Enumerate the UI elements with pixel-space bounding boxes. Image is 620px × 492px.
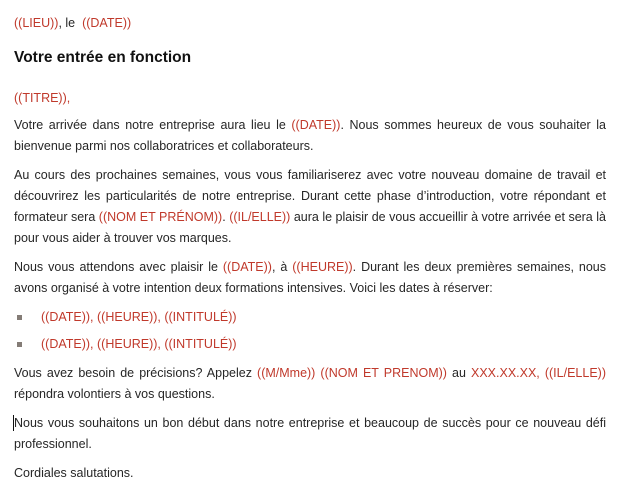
square-bullet-icon [17,315,22,320]
paragraph-schedule-text: . Durant les deux premières semaines, nous avons organisé à votre intention deux formations intensives. Voici les dates à réserver: [14,260,606,295]
closing-salutation: Cordiales salutations. [14,466,134,480]
training-dates-list [14,307,606,355]
placeholder-heure: ((HEURE)) [292,260,353,274]
placeholder-lieu: ((LIEU)) [14,16,59,30]
list-item [14,307,606,328]
placeholder-date: ((DATE)) [222,260,272,274]
paragraph-introduction-text: aura le plaisir de vous accueillir à votre arrivée et sera là pour vous aider à trouver vos marques. [14,210,606,245]
list-item [14,334,606,355]
placeholder-m-mme-nom-prenom: ((M/Mme)) ((NOM ET PRENOM)) [257,366,447,380]
placeholder-nom-prenom: ((NOM ET PRÉNOM)) [98,210,223,224]
paragraph-introduction [14,165,606,249]
paragraph-arrival [14,115,606,157]
placeholder-date: ((DATE)) [291,118,341,132]
paragraph-schedule-text: , à [271,260,293,274]
paragraph-contact-text: répondra volontiers à vos questions. [14,387,215,401]
paragraph-wishes [14,413,606,455]
text-cursor [13,415,14,431]
square-bullet-icon [17,342,22,347]
list-item-placeholders: ((DATE)), ((HEURE)), ((INTITULÉ)) [41,310,237,324]
list-item-placeholders: ((DATE)), ((HEURE)), ((INTITULÉ)) [41,337,237,351]
placeholder-il-elle: ((IL/ELLE)) [229,210,291,224]
paragraph-contact-text: au [446,366,471,380]
placeholder-date: ((DATE)) [82,16,132,30]
paragraph-schedule-text: Nous vous attendons avec plaisir le [14,260,223,274]
letter-title: Votre entrée en fonction [14,49,192,66]
placeholder-phone: XXX.XX.XX, [471,366,540,380]
placeholder-il-elle: ((IL/ELLE)) [544,366,606,380]
dateline-separator: , le [58,16,83,30]
paragraph-contact-text: Vous avez besoin de précisions? Appelez [14,366,258,380]
paragraph-arrival-text: Votre arrivée dans notre entreprise aura lieu le [14,118,292,132]
paragraph-arrival-text: . Nous sommes heureux de vous souhaiter la bienvenue parmi nos collaboratrices et collaborateurs. [14,118,606,153]
paragraph-contact [14,363,606,405]
paragraph-wishes-text: Nous vous souhaitons un bon début dans notre entreprise et beaucoup de succès pour ce nouveau défi professionnel. [14,416,606,451]
paragraph-introduction-text: Au cours des prochaines semaines, vous vous familiariserez avec votre nouveau domaine de travail et découvrirez les particularités de notre entreprise. Durant cette phase d’introduction, votre répondant et formateur sera [14,168,606,224]
salutation-placeholder-titre: ((TITRE)), [14,91,71,105]
paragraph-schedule [14,257,606,299]
paragraph-introduction-text: . [222,210,230,224]
dateline [14,13,606,34]
